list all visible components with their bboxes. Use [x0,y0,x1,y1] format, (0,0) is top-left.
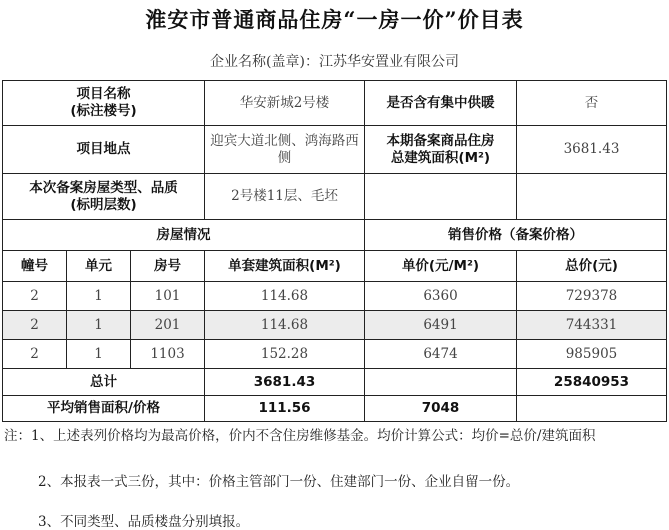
col-building: 幢号 [3,251,67,282]
heating-label: 是否含有集中供暖 [365,81,517,126]
cell-room: 201 [131,311,205,340]
housing-section-header: 房屋情况 [3,220,365,251]
cell-total: 729378 [517,282,667,311]
empty-cell [517,174,667,220]
note-3: 3、不同类型、品质楼盘分别填报。 [38,514,250,530]
location-value: 迎宾大道北侧、鸿海路西侧 [205,126,365,174]
location-label: 项目地点 [3,126,205,174]
cell-building: 2 [3,340,67,369]
house-type-value: 2号楼11层、毛坯 [205,174,365,220]
cell-total: 985905 [517,340,667,369]
table-row [3,311,667,340]
totals-label: 总计 [3,369,205,396]
company-name: 企业名称(盖章)：江苏华安置业有限公司 [210,54,459,70]
col-area: 单套建筑面积(M²) [205,251,365,282]
document-title: 淮安市普通商品住房“一房一价”价目表 [145,7,524,32]
cell-area: 152.28 [205,340,365,369]
empty-cell [517,396,667,422]
cell-unit-price: 6360 [365,282,517,311]
total-area-value: 3681.43 [517,126,667,174]
totals-price: 25840953 [517,369,667,396]
heating-value: 否 [517,81,667,126]
average-label: 平均销售面积/价格 [3,396,205,422]
cell-area: 114.68 [205,282,365,311]
price-section-header: 销售价格（备案价格） [365,220,667,251]
project-name-label: 项目名称 (标注楼号) [3,81,205,126]
empty-cell [365,174,517,220]
col-total: 总价(元) [517,251,667,282]
note-1: 注：1、上述表列价格均为最高价格，价内不含住房维修基金。均价计算公式：均价=总价/建筑面积 [4,428,596,444]
totals-area: 3681.43 [205,369,365,396]
cell-unit: 1 [67,282,131,311]
empty-cell [365,369,517,396]
col-unit: 单元 [67,251,131,282]
col-unit-price: 单价(元/M²) [365,251,517,282]
cell-unit-price: 6491 [365,311,517,340]
col-room: 房号 [131,251,205,282]
house-type-label: 本次备案房屋类型、品质 (标明层数) [3,174,205,220]
cell-unit: 1 [67,311,131,340]
note-2: 2、本报表一式三份，其中：价格主管部门一份、住建部门一份、企业自留一份。 [38,474,520,490]
price-table [2,80,667,422]
table-row [3,282,667,311]
average-area: 111.56 [205,396,365,422]
cell-area: 114.68 [205,311,365,340]
cell-room: 1103 [131,340,205,369]
project-name-value: 华安新城2号楼 [205,81,365,126]
table-row [3,340,667,369]
total-area-label: 本期备案商品住房 总建筑面积(M²) [365,126,517,174]
cell-room: 101 [131,282,205,311]
cell-unit-price: 6474 [365,340,517,369]
cell-building: 2 [3,282,67,311]
average-price: 7048 [365,396,517,422]
cell-total: 744331 [517,311,667,340]
cell-unit: 1 [67,340,131,369]
cell-building: 2 [3,311,67,340]
